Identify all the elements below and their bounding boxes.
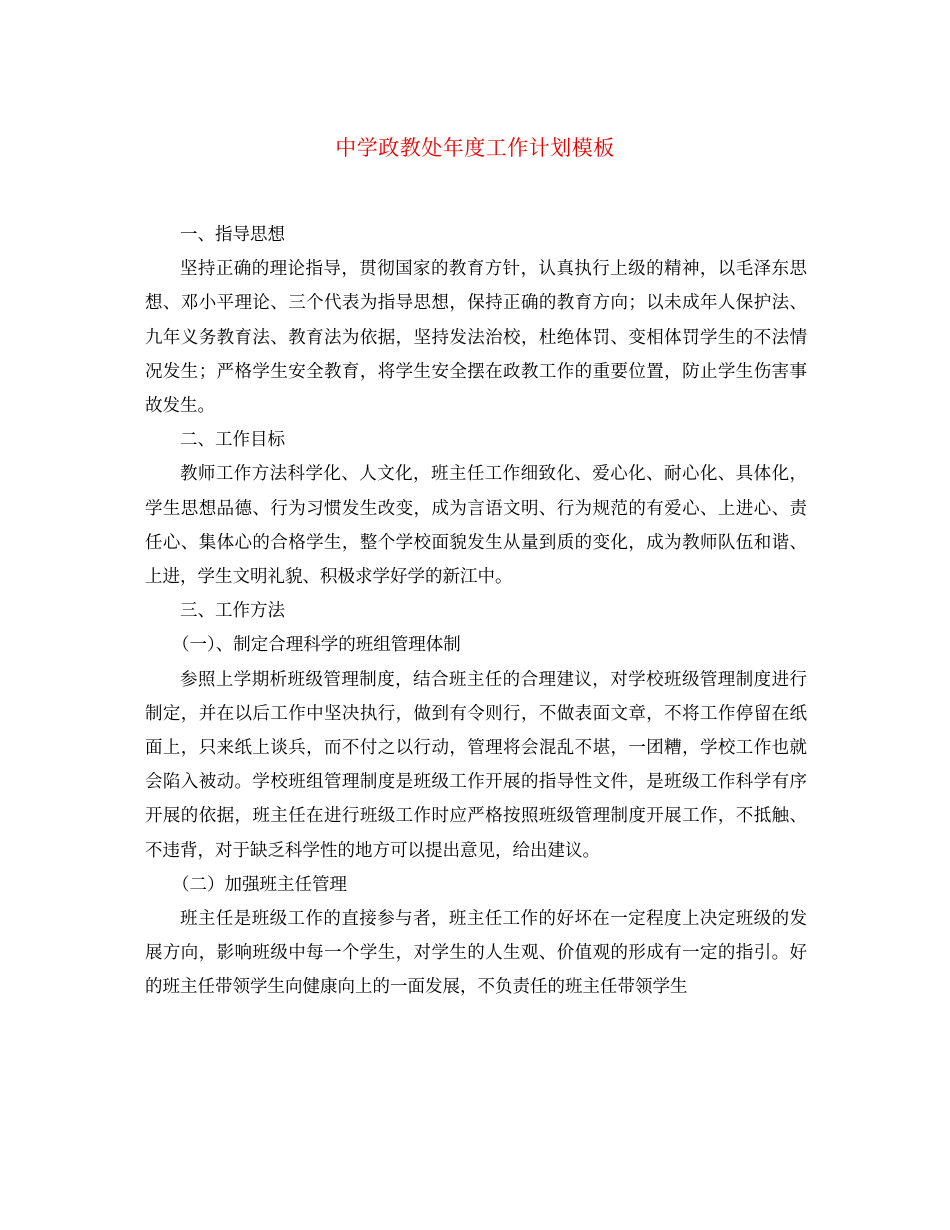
paragraph-work-goals: 教师工作方法科学化、人文化，班主任工作细致化、爱心化、耐心化、具体化，学生思想品德、行为习惯发生改变，成为言语文明、行为规范的有爱心、上进心、责任心、集体心的合格学生，整个学校面貌发生从量到质的变化，成为教师队伍和谐、上进，学生文明礼貌、积极求学好学的新江中。 [145, 464, 807, 588]
document-body [145, 218, 807, 1005]
subsection-heading-head-teacher-management: （二）加强班主任管理 [172, 874, 347, 895]
section-heading-work-methods: 三、工作方法 [180, 601, 285, 622]
paragraph-class-management-system: 参照上学期析班级管理制度，结合班主任的合理建议，对学校班级管理制度进行制定，并在以后工作中坚决执行，做到有令则行，不做表面文章，不将工作停留在纸面上，只来纸上谈兵，而不付之以行动，管理将会混乱不堪，一团糟，学校工作也就会陷入被动。学校班组管理制度是班级工作开展的指导性文件，是班级工作科学有序开展的依据，班主任在进行班级工作时应严格按照班级管理制度开展工作，不抵触、不违背，对于缺乏科学性的地方可以提出意见，给出建议。 [145, 669, 807, 861]
subsection-heading-class-management-system: （一）、制定合理科学的班组管理体制 [172, 635, 461, 656]
paragraph-head-teacher-management: 班主任是班级工作的直接参与者，班主任工作的好坏在一定程度上决定班级的发展方向，影响班级中每一个学生，对学生的人生观、价值观的形成有一定的指引。好的班主任带领学生向健康向上的一面发展，不负责任的班主任带领学生 [145, 909, 807, 998]
document-title: 中学政教处年度工作计划模板 [335, 136, 615, 160]
section-heading-work-goals: 二、工作目标 [180, 430, 285, 451]
paragraph-guiding-ideology: 坚持正确的理论指导，贯彻国家的教育方针，认真执行上级的精神，以毛泽东思想、邓小平理论、三个代表为指导思想，保持正确的教育方向；以未成年人保护法、九年义务教育法、教育法为依据，坚持发法治校，杜绝体罚、变相体罚学生的不法情况发生；严格学生安全教育，将学生安全摆在政教工作的重要位置，防止学生伤害事故发生。 [145, 259, 807, 417]
section-heading-guiding-ideology: 一、指导思想 [180, 225, 285, 245]
